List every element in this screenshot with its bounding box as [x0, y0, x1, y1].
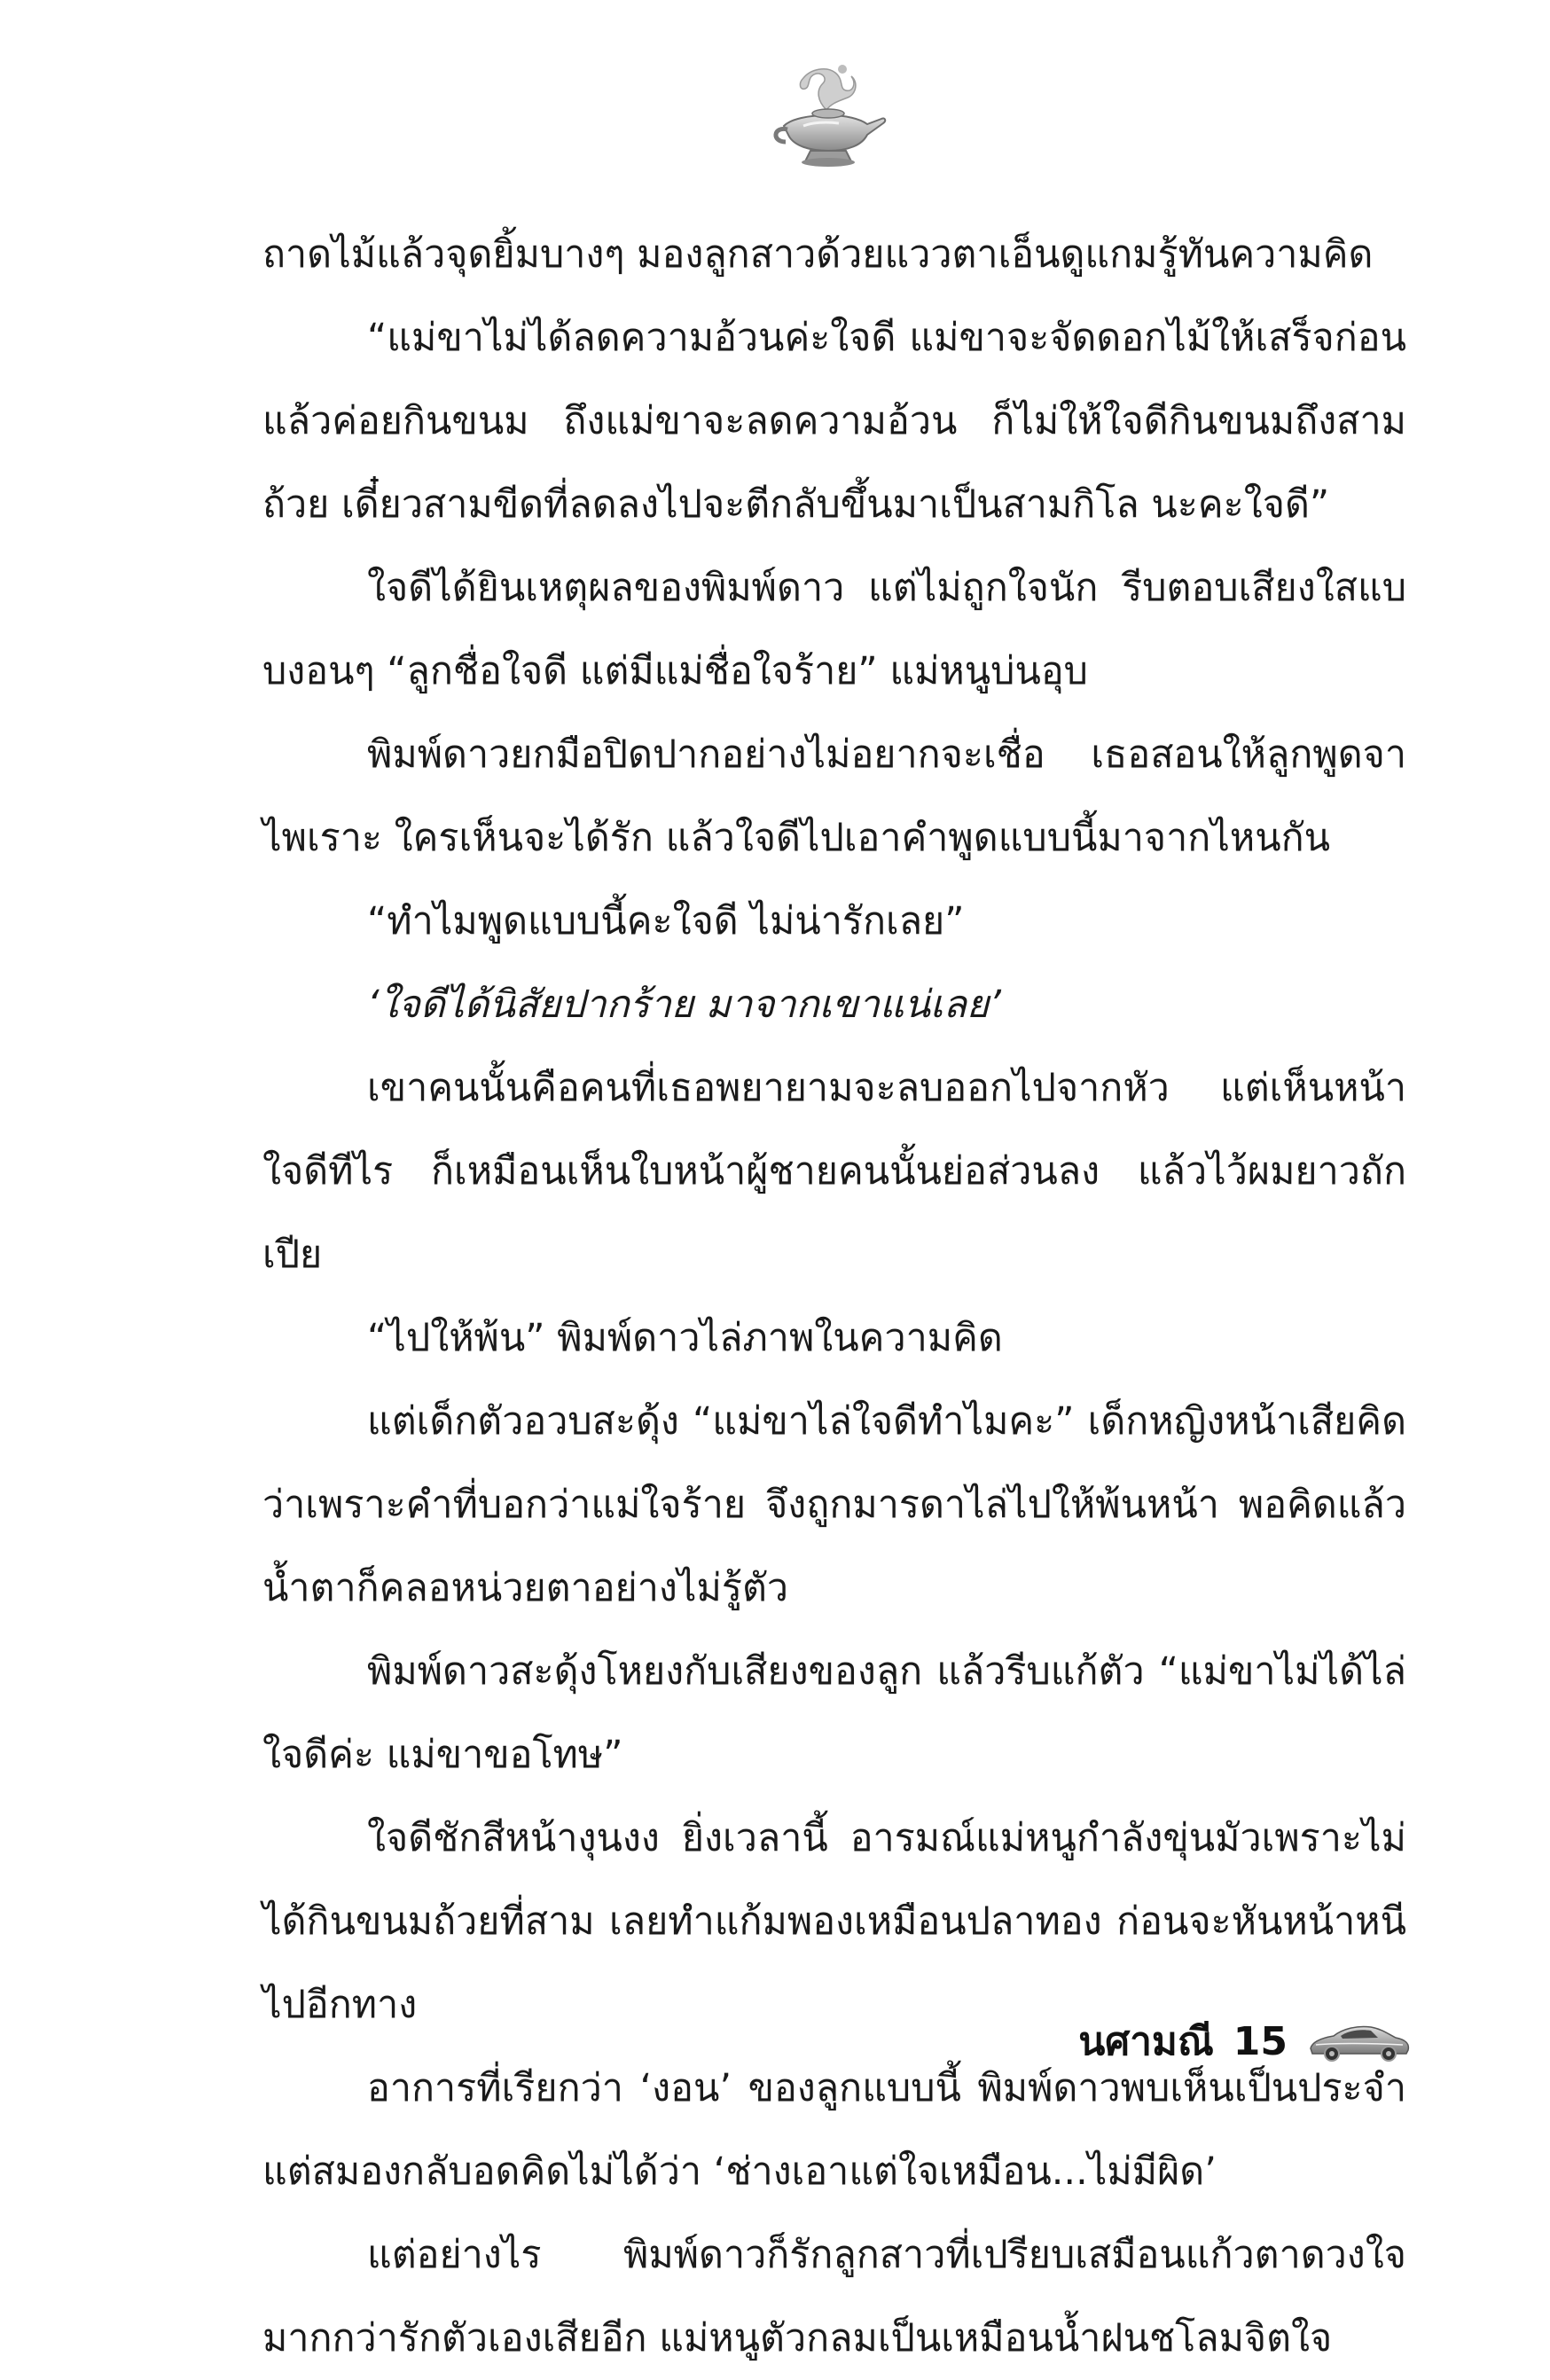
paragraph-1: ถาดไม้แล้วจุดยิ้มบางๆ มองลูกสาวด้วยแววตาเอ็นดูแกมรู้ทันความคิด — [262, 232, 1374, 277]
paragraph-6-inner-thought: ‘ใจดีได้นิสัยปากร้าย มาจากเขาแน่เลย’ — [367, 983, 1001, 1027]
paragraph-2: “แม่ขาไม่ได้ลดความอ้วนค่ะใจดี แม่ขาจะจัดดอกไม้ให้เสร็จก่อน แล้วค่อยกินขนม ถึงแม่ขาจะลดความอ้วน ก็ไม่ให้ใจดีกินขนมถึงสามถ้วย เดี๋ยวสามขีดที่ลดลงไปจะตีกลับขึ้นมาเป็นสามกิโล นะคะใจดี” — [262, 316, 1406, 527]
page-footer — [1078, 2006, 1412, 2077]
paragraph-4: พิมพ์ดาวยกมือปิดปากอย่างไม่อยากจะเชื่อ เธอสอนให้ลูกพูดจาไพเราะ ใครเห็นจะได้รัก แล้วใจดีไปเอาคำพูดแบบนี้มาจากไหนกัน — [262, 732, 1406, 860]
genie-lamp-icon — [764, 57, 889, 172]
paragraph-7: เขาคนนั้นคือคนที่เธอพยายามจะลบออกไปจากหัว แต่เห็นหน้าใจดีทีไร ก็เหมือนเห็นใบหน้าผู้ชายคนนั้นย่อส่วนลง แล้วไว้ผมยาวถักเปีย — [262, 1066, 1406, 1277]
page-number: 15 — [1233, 2018, 1288, 2064]
paragraph-10: พิมพ์ดาวสะดุ้งโหยงกับเสียงของลูก แล้วรีบแก้ตัว “แม่ขาไม่ได้ไล่ใจดีค่ะ แม่ขาขอโทษ” — [262, 1649, 1406, 1777]
sports-car-icon — [1307, 2016, 1412, 2066]
paragraph-13: แต่อย่างไร พิมพ์ดาวก็รักลูกสาวที่เปรียบเสมือนแก้วตาดวงใจมากกว่ารักตัวเองเสียอีก แม่หนูตัวกลมเป็นเหมือนน้ำฝนชโลมจิตใจ — [262, 2233, 1406, 2360]
paragraph-9: แต่เด็กตัวอวบสะดุ้ง “แม่ขาไล่ใจดีทำไมคะ” เด็กหญิงหน้าเสียคิดว่าเพราะคำที่บอกว่าแม่ใจร้าย จึงถูกมารดาไล่ไปให้พ้นหน้า พอคิดแล้วน้ำตาก็คลอหน่วยตาอย่างไม่รู้ตัว — [262, 1399, 1406, 1610]
paragraph-8: “ไปให้พ้น” พิมพ์ดาวไล่ภาพในความคิด — [367, 1316, 1003, 1360]
paragraph-12: อาการที่เรียกว่า ‘งอน’ ของลูกแบบนี้ พิมพ์ดาวพบเห็นเป็นประจำ แต่สมองกลับอดคิดไม่ได้ว่า ‘ช่างเอาแต่ใจเหมือน...ไม่มีผิด’ — [262, 2066, 1406, 2194]
paragraph-11: ใจดีชักสีหน้างุนงง ยิ่งเวลานี้ อารมณ์แม่หนูกำลังขุ่นมัวเพราะไม่ได้กินขนมถ้วยที่สาม เลยทำแก้มพองเหมือนปลาทอง ก่อนจะหันหน้าหนีไปอีกทาง — [262, 1816, 1406, 2027]
paragraph-5: “ทำไมพูดแบบนี้คะใจดี ไม่น่ารักเลย” — [367, 899, 965, 943]
author-name: นศามณี — [1078, 2019, 1214, 2064]
paragraph-3: ใจดีได้ยินเหตุผลของพิมพ์ดาว แต่ไม่ถูกใจนัก รีบตอบเสียงใสแบบงอนๆ “ลูกชื่อใจดี แต่มีแม่ชื่อใจร้าย” แม่หนูบ่นอุบ — [262, 566, 1406, 693]
